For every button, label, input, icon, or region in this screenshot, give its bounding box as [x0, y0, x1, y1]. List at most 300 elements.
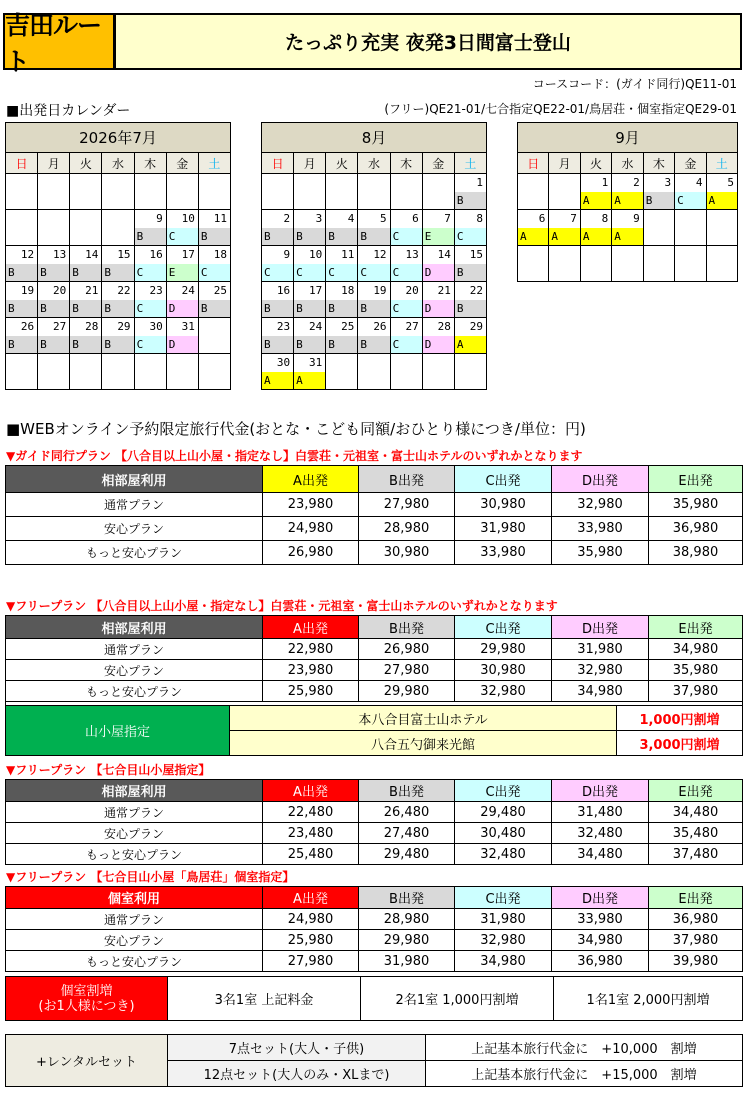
departure-grade: A [262, 372, 293, 389]
calendar-day[interactable] [198, 246, 230, 282]
rental-item-price: 上記基本旅行代金に +15,000 割増 [426, 1061, 743, 1087]
day-number: 3 [664, 176, 672, 189]
day-number: 10 [181, 212, 195, 225]
calendar-day[interactable] [454, 246, 486, 282]
departure-grade: A [581, 192, 611, 209]
price-cell: 35,480 [649, 823, 743, 844]
weekday-header: 木 [390, 153, 422, 174]
departure-grade: B [262, 300, 293, 317]
price-row [6, 660, 743, 681]
calendar-day[interactable] [390, 318, 422, 354]
calendar-day[interactable] [422, 318, 454, 354]
departure-grade: A [294, 372, 325, 389]
private-surcharge-label [6, 977, 168, 1021]
price-cell: 30,980 [455, 493, 552, 517]
calendar-day[interactable] [262, 282, 294, 318]
price-cell: 26,480 [359, 802, 455, 823]
empty-day [422, 354, 454, 390]
empty-day [294, 174, 326, 210]
calendar-day[interactable] [102, 246, 134, 282]
calendar-day[interactable] [6, 318, 38, 354]
calendar-day[interactable] [454, 210, 486, 246]
calendar-day[interactable] [166, 318, 198, 354]
occupancy-option: 3名1室 上記料金 [168, 977, 361, 1021]
day-number: 2 [283, 212, 291, 225]
price-cell: 23,980 [263, 493, 359, 517]
empty-day [262, 174, 294, 210]
calendar-day[interactable] [262, 318, 294, 354]
calendar-day[interactable] [612, 210, 643, 246]
price-cell: 34,980 [649, 639, 743, 660]
price-cell: 29,480 [455, 802, 552, 823]
weekday-header: 火 [326, 153, 358, 174]
calendar-day[interactable] [454, 282, 486, 318]
departure-grade: B [199, 300, 230, 317]
calendar-day[interactable] [580, 210, 611, 246]
day-number: 3 [315, 212, 323, 225]
day-number: 23 [276, 320, 291, 333]
calendar-day[interactable] [675, 174, 706, 210]
day-number: 30 [149, 320, 163, 333]
departure-grade: C [391, 336, 422, 353]
departure-grade: A [612, 228, 642, 245]
day-number: 16 [276, 284, 291, 297]
col-c: C出発 [455, 466, 552, 493]
col-c: C出発 [455, 780, 552, 802]
guided-plan-title: ▼ガイド同行プラン 【八合目以上山小屋・指定なし】白雲荘・元祖室・富士山ホテルのいずれかとなります [6, 449, 583, 463]
weekday-header: 日 [6, 153, 38, 174]
col-a: A出発 [263, 780, 359, 802]
plan-name: もっと安心プラン [6, 844, 263, 865]
departure-grade: D [167, 300, 198, 317]
day-number: 19 [373, 284, 387, 297]
calendar-day[interactable] [326, 282, 358, 318]
calendar-day[interactable] [38, 282, 70, 318]
weekday-header: 日 [262, 153, 294, 174]
day-number: 14 [437, 248, 451, 261]
calendar-day[interactable] [294, 318, 326, 354]
price-cell: 36,980 [649, 517, 743, 541]
course-code-free: (フリー)QE21-01/七合指定QE22-01/鳥居荘・個室指定QE29-01 [384, 102, 737, 116]
departure-grade: E [167, 264, 198, 281]
day-number: 9 [283, 248, 291, 261]
price-cell: 22,980 [263, 639, 359, 660]
hut-designation-table [5, 705, 743, 756]
price-cell: 28,980 [359, 517, 455, 541]
day-number: 24 [181, 284, 195, 297]
calendar-day[interactable] [706, 174, 737, 210]
departure-grade: B [135, 228, 166, 245]
price-cell: 30,980 [455, 660, 552, 681]
departure-grade: B [294, 228, 325, 245]
calendar-day[interactable] [580, 174, 611, 210]
empty-day [70, 354, 102, 390]
price-cell: 35,980 [649, 493, 743, 517]
departure-grade: C [358, 264, 389, 281]
plan-name: もっと安心プラン [6, 951, 263, 972]
calendar-day[interactable] [326, 318, 358, 354]
calendar-day[interactable] [70, 282, 102, 318]
day-number: 28 [437, 320, 451, 333]
day-number: 31 [309, 356, 323, 369]
departure-grade: B [262, 228, 293, 245]
day-number: 21 [85, 284, 99, 297]
price-cell: 26,980 [263, 541, 359, 565]
calendar-day[interactable] [70, 246, 102, 282]
col-d: D出発 [552, 887, 649, 909]
calendar-day[interactable] [422, 210, 454, 246]
calendar-day[interactable] [102, 318, 134, 354]
calendar-day[interactable] [454, 318, 486, 354]
day-number: 29 [469, 320, 483, 333]
day-number: 22 [469, 284, 483, 297]
price-cell: 39,980 [649, 951, 743, 972]
calendar-day[interactable] [198, 210, 230, 246]
departure-grade: C [675, 192, 705, 209]
plan-name: もっと安心プラン [6, 541, 263, 565]
departure-grade: A [707, 192, 737, 209]
month-calendar [261, 122, 487, 390]
departure-grade: A [455, 336, 486, 353]
weekday-header: 金 [166, 153, 198, 174]
day-number: 5 [379, 212, 387, 225]
price-cell: 36,980 [552, 951, 649, 972]
day-number: 1 [476, 176, 483, 189]
calendar-day[interactable] [262, 354, 294, 390]
day-number: 24 [309, 320, 323, 333]
price-cell: 34,980 [552, 930, 649, 951]
price-cell: 34,980 [552, 681, 649, 702]
col-b: B出発 [359, 887, 455, 909]
price-cell: 35,980 [649, 660, 743, 681]
departure-grade: C [294, 264, 325, 281]
calendar-day[interactable] [390, 282, 422, 318]
calendar-day[interactable] [134, 210, 166, 246]
day-number: 21 [437, 284, 451, 297]
col-a: A出発 [263, 616, 359, 639]
calendar-day[interactable] [294, 246, 326, 282]
empty-day [454, 354, 486, 390]
price-cell: 25,980 [263, 681, 359, 702]
price-cell: 32,480 [552, 823, 649, 844]
price-cell: 33,980 [455, 541, 552, 565]
col-b: B出発 [359, 780, 455, 802]
seventh-station-plan-title: ▼フリープラン 【七合目山小屋指定】 [6, 763, 211, 777]
empty-day [134, 354, 166, 390]
rental-set-label: +レンタルセット [6, 1035, 168, 1087]
month-label: 9月 [518, 123, 738, 153]
calendar-day[interactable] [549, 210, 580, 246]
departure-grade: B [358, 336, 389, 353]
room-type-header: 相部屋利用 [6, 780, 263, 802]
day-number: 8 [601, 212, 609, 225]
departure-grade: A [518, 228, 548, 245]
empty-day [422, 174, 454, 210]
weekday-header: 日 [518, 153, 549, 174]
departure-grade: B [6, 264, 37, 281]
empty-day [102, 354, 134, 390]
price-cell: 31,980 [552, 639, 649, 660]
calendar-day[interactable] [166, 282, 198, 318]
col-d: D出発 [552, 780, 649, 802]
price-cell: 27,980 [263, 951, 359, 972]
day-number: 6 [538, 212, 546, 225]
price-cell: 23,980 [263, 660, 359, 681]
departure-grade: B [6, 300, 37, 317]
day-number: 6 [412, 212, 419, 225]
calendar-day[interactable] [390, 210, 422, 246]
price-cell: 23,480 [263, 823, 359, 844]
empty-day [6, 174, 38, 210]
price-cell: 25,980 [263, 930, 359, 951]
day-number: 8 [476, 212, 483, 225]
departure-grade: B [294, 336, 325, 353]
weekday-header: 火 [70, 153, 102, 174]
price-cell: 27,480 [359, 823, 455, 844]
departure-grade: B [38, 264, 69, 281]
calendar-day[interactable] [38, 246, 70, 282]
hut-surcharge: 3,000円割増 [617, 731, 743, 756]
empty-day [134, 174, 166, 210]
empty-day [38, 210, 70, 246]
calendar-day[interactable] [134, 282, 166, 318]
calendar-day[interactable] [6, 246, 38, 282]
empty-day [643, 246, 674, 282]
weekday-header: 金 [422, 153, 454, 174]
empty-day [643, 210, 674, 246]
room-type-header: 相部屋利用 [6, 466, 263, 493]
price-cell: 37,980 [649, 681, 743, 702]
month-calendar [517, 122, 738, 282]
departure-grade: C [455, 228, 486, 245]
empty-day [518, 174, 549, 210]
plan-name: 安心プラン [6, 660, 263, 681]
weekday-header: 月 [549, 153, 580, 174]
weekday-header: 木 [134, 153, 166, 174]
day-number: 1 [601, 176, 609, 189]
private-surcharge-label-sub: (お1人様につき) [38, 998, 135, 1014]
seventh-station-price-table [5, 779, 743, 865]
day-number: 20 [53, 284, 67, 297]
col-e: E出発 [649, 616, 743, 639]
month-label: 2026年7月 [6, 123, 231, 153]
price-cell: 34,980 [455, 951, 552, 972]
day-number: 27 [53, 320, 67, 333]
plan-name: 安心プラン [6, 930, 263, 951]
departure-grade: D [423, 336, 454, 353]
price-heading: ■WEBオンライン予約限定旅行代金(おとな・こども同額/おひとり様につき/単位：円) [6, 420, 586, 438]
empty-day [549, 246, 580, 282]
calendar-day[interactable] [134, 318, 166, 354]
rental-item-name: 7点セット(大人・子供) [168, 1035, 426, 1061]
calendar-day[interactable] [262, 246, 294, 282]
weekday-header: 水 [612, 153, 643, 174]
weekday-header: 月 [38, 153, 70, 174]
price-cell: 29,980 [359, 681, 455, 702]
empty-day [70, 210, 102, 246]
price-row [6, 909, 743, 930]
calendar-day[interactable] [166, 210, 198, 246]
day-number: 4 [347, 212, 355, 225]
empty-day [518, 246, 549, 282]
price-cell: 32,980 [455, 930, 552, 951]
calendar-day[interactable] [198, 282, 230, 318]
departure-grade: A [549, 228, 579, 245]
col-e: E出発 [649, 780, 743, 802]
day-number: 26 [373, 320, 387, 333]
calendar-day[interactable] [454, 174, 486, 210]
departure-grade: B [70, 300, 101, 317]
col-c: C出発 [455, 616, 552, 639]
day-number: 29 [117, 320, 131, 333]
calendar-day[interactable] [166, 246, 198, 282]
month-calendar [5, 122, 231, 390]
price-row [6, 541, 743, 565]
day-number: 18 [213, 248, 227, 261]
departure-grade: B [102, 264, 133, 281]
hut-surcharge: 1,000円割増 [617, 706, 743, 731]
calendar-day[interactable] [70, 318, 102, 354]
empty-day [675, 210, 706, 246]
departure-grade: B [70, 264, 101, 281]
private-room-price-table [5, 886, 743, 972]
price-cell: 31,480 [552, 802, 649, 823]
departure-grade: C [135, 300, 166, 317]
departure-grade: C [167, 228, 198, 245]
price-row [6, 951, 743, 972]
calendar-day[interactable] [390, 246, 422, 282]
empty-day [6, 210, 38, 246]
price-cell: 29,980 [359, 930, 455, 951]
departure-grade: B [262, 336, 293, 353]
price-row [6, 823, 743, 844]
calendar-day[interactable] [422, 282, 454, 318]
col-a: A出発 [263, 466, 359, 493]
price-cell: 28,980 [359, 909, 455, 930]
departure-grade: D [423, 264, 454, 281]
calendar-day[interactable] [358, 246, 390, 282]
departure-grade: A [581, 228, 611, 245]
day-number: 17 [181, 248, 195, 261]
plan-name: 通常プラン [6, 909, 263, 930]
departure-grade: B [102, 300, 133, 317]
col-b: B出発 [359, 616, 455, 639]
course-code-guided: コースコード：(ガイド同行)QE11-01 [532, 77, 737, 91]
day-number: 7 [570, 212, 577, 225]
departure-grade: B [358, 228, 389, 245]
day-number: 4 [695, 176, 703, 189]
price-row [6, 844, 743, 865]
departure-grade: C [262, 264, 293, 281]
calendar-day[interactable] [262, 210, 294, 246]
day-number: 14 [85, 248, 99, 261]
calendar-day[interactable] [326, 246, 358, 282]
rental-set-table [5, 1034, 743, 1087]
calendar-day[interactable] [358, 318, 390, 354]
calendar-day[interactable] [358, 282, 390, 318]
price-cell: 32,980 [552, 493, 649, 517]
empty-day [358, 174, 390, 210]
departure-grade: B [326, 336, 357, 353]
price-cell: 33,980 [552, 909, 649, 930]
calendar-day[interactable] [643, 174, 674, 210]
plan-name: 通常プラン [6, 639, 263, 660]
departure-grade: B [6, 336, 37, 353]
departure-grade: D [423, 300, 454, 317]
calendar-day[interactable] [6, 282, 38, 318]
price-cell: 25,480 [263, 844, 359, 865]
col-c: C出発 [455, 887, 552, 909]
price-row [6, 930, 743, 951]
price-cell: 27,980 [359, 493, 455, 517]
day-number: 11 [341, 248, 355, 261]
weekday-header: 水 [358, 153, 390, 174]
calendar-day[interactable] [518, 210, 549, 246]
departure-grade: B [455, 300, 486, 317]
day-number: 15 [117, 248, 131, 261]
room-type-header: 個室利用 [6, 887, 263, 909]
weekday-header: 土 [454, 153, 486, 174]
day-number: 28 [85, 320, 99, 333]
calendar-day[interactable] [294, 282, 326, 318]
departure-grade: B [455, 264, 486, 281]
day-number: 18 [341, 284, 355, 297]
weekday-header: 土 [198, 153, 230, 174]
hut-designation-label: 山小屋指定 [6, 706, 230, 756]
price-cell: 32,980 [455, 681, 552, 702]
plan-name: 通常プラン [6, 802, 263, 823]
calendar-day[interactable] [294, 210, 326, 246]
price-cell: 24,980 [263, 909, 359, 930]
price-cell: 33,980 [552, 517, 649, 541]
day-number: 22 [117, 284, 131, 297]
departure-grade: B [644, 192, 674, 209]
day-number: 26 [20, 320, 35, 333]
weekday-header: 金 [675, 153, 706, 174]
weekday-header: 月 [294, 153, 326, 174]
calendar-day[interactable] [38, 318, 70, 354]
calendar-day[interactable] [102, 282, 134, 318]
price-cell: 29,980 [455, 639, 552, 660]
calendar-day[interactable] [326, 210, 358, 246]
calendar-day[interactable] [422, 246, 454, 282]
calendar-day[interactable] [612, 174, 643, 210]
calendar-day[interactable] [134, 246, 166, 282]
calendar-day[interactable] [358, 210, 390, 246]
free-plan-title: ▼フリープラン 【八合目以上山小屋・指定なし】白雲荘・元祖室・富士山ホテルのいずれかとなります [6, 599, 558, 613]
empty-day [358, 354, 390, 390]
col-e: E出発 [649, 887, 743, 909]
private-room-surcharge-table [5, 976, 743, 1021]
occupancy-option: 2名1室 1,000円割増 [361, 977, 554, 1021]
calendar-day[interactable] [294, 354, 326, 390]
departure-grade: B [455, 192, 486, 209]
departure-grade: B [294, 300, 325, 317]
day-number: 16 [149, 248, 163, 261]
price-cell: 32,480 [455, 844, 552, 865]
price-cell: 30,980 [359, 541, 455, 565]
price-cell: 34,480 [552, 844, 649, 865]
day-number: 25 [341, 320, 355, 333]
weekday-header: 水 [102, 153, 134, 174]
day-number: 7 [444, 212, 451, 225]
empty-day [326, 174, 358, 210]
price-cell: 30,480 [455, 823, 552, 844]
departure-grade: B [38, 300, 69, 317]
empty-day [6, 354, 38, 390]
guided-plan-price-table [5, 465, 743, 565]
occupancy-option: 1名1室 2,000円割増 [554, 977, 743, 1021]
